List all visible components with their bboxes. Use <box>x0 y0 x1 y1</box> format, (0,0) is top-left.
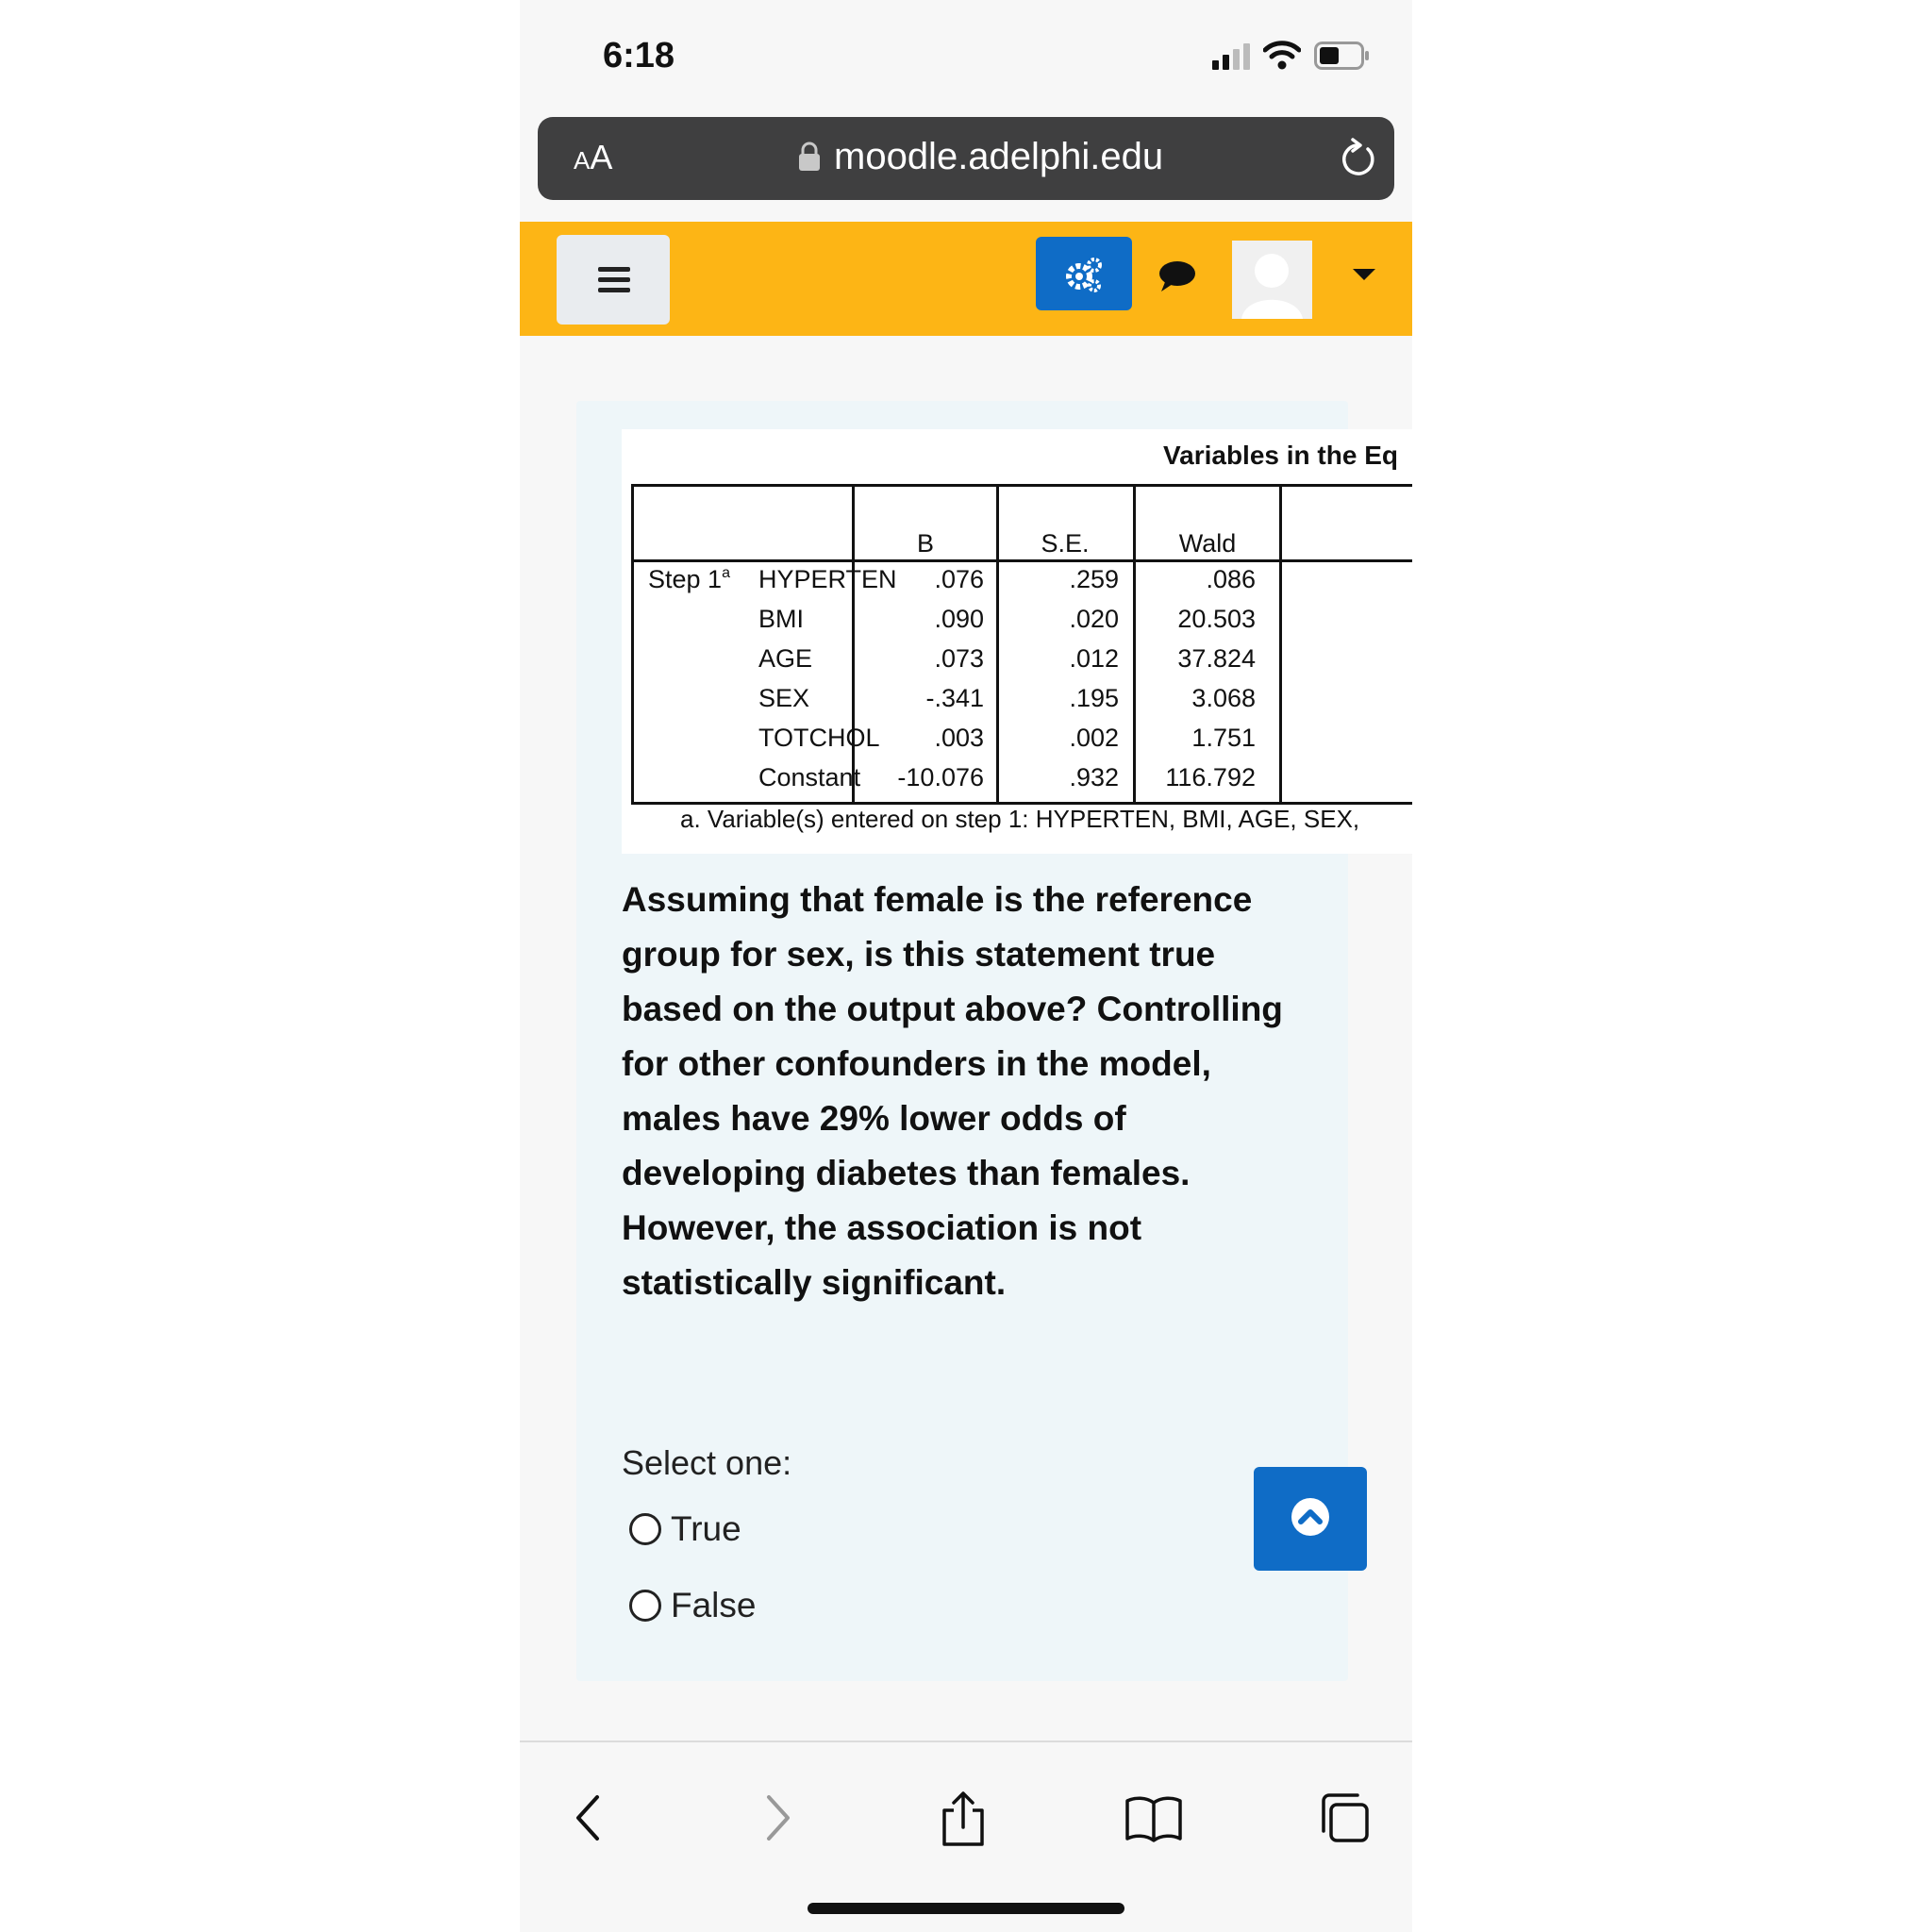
back-icon[interactable] <box>569 1790 607 1846</box>
header-se: S.E. <box>1041 529 1090 558</box>
option-label[interactable]: False <box>671 1586 757 1624</box>
chevron-up-circle-icon <box>1254 1467 1367 1571</box>
menu-button[interactable] <box>557 235 670 325</box>
var-name: TOTCHOL <box>758 724 880 752</box>
column-divider <box>996 484 999 802</box>
coef-wald: 20.503 <box>1177 605 1256 633</box>
coef-b: .090 <box>934 605 984 633</box>
tabs-icon[interactable] <box>1316 1790 1373 1846</box>
browser-toolbar <box>520 1740 1412 1932</box>
table-title: Variables in the Eq <box>1163 441 1398 470</box>
forward-icon[interactable] <box>759 1790 797 1846</box>
phone-screen <box>520 0 1412 1932</box>
header-divider <box>631 559 1412 562</box>
spss-output-table <box>622 429 1412 854</box>
header-b: B <box>916 529 934 558</box>
bookmarks-icon[interactable] <box>1124 1790 1184 1846</box>
coef-wald: 1.751 <box>1191 724 1256 752</box>
reload-icon[interactable] <box>1340 138 1377 179</box>
var-name: AGE <box>758 644 813 673</box>
address-bar[interactable] <box>538 117 1394 200</box>
var-name: BMI <box>758 605 805 633</box>
gears-icon <box>1036 237 1132 310</box>
step-label-text: Step 1 <box>648 565 723 593</box>
share-icon[interactable] <box>935 1790 991 1848</box>
menu-icon <box>598 267 630 272</box>
step-superscript: a <box>722 565 730 581</box>
var-name: Constant <box>758 763 861 791</box>
coef-se: .259 <box>1069 565 1119 593</box>
status-time: 6:18 <box>603 36 675 75</box>
column-divider <box>1279 484 1282 802</box>
coef-wald: 3.068 <box>1191 684 1256 712</box>
coef-se: .195 <box>1069 684 1119 712</box>
coef-wald: 37.824 <box>1177 644 1256 673</box>
column-divider <box>1133 484 1136 802</box>
wifi-icon <box>1263 40 1301 70</box>
var-name: HYPERTEN <box>758 565 897 593</box>
coef-se: .932 <box>1069 763 1119 791</box>
back-to-top-button[interactable] <box>1254 1467 1367 1571</box>
url-text[interactable]: moodle.adelphi.edu <box>834 136 1164 177</box>
avatar-icon <box>1232 241 1312 319</box>
moodle-navbar <box>520 222 1412 336</box>
radio-button[interactable] <box>629 1590 661 1622</box>
lock-icon <box>798 142 821 172</box>
option-label[interactable]: True <box>671 1509 741 1548</box>
column-divider <box>852 484 855 802</box>
status-bar <box>520 0 1412 113</box>
header-wald: Wald <box>1178 529 1237 558</box>
menu-icon-bar <box>598 277 630 282</box>
settings-button[interactable] <box>1036 237 1132 310</box>
coef-se: .020 <box>1069 605 1119 633</box>
coef-se: .002 <box>1069 724 1119 752</box>
coef-wald: 116.792 <box>1165 763 1256 791</box>
question-card <box>576 401 1398 1681</box>
question-text: Assuming that female is the reference group for sex, is this statement true based on the output above? Controlling for other confounders in the model, males have 29% lower odds of developing diabetes than females. However, the association is not statistically significant. <box>622 880 1283 1302</box>
coef-wald: .086 <box>1206 565 1256 593</box>
battery-icon <box>1314 42 1371 70</box>
table-footnote: a. Variable(s) entered on step 1: HYPERTEN, BMI, AGE, SEX, <box>680 805 1360 833</box>
coef-b: -10.076 <box>897 763 984 791</box>
coef-se: .012 <box>1069 644 1119 673</box>
select-one-label: Select one: <box>622 1443 792 1482</box>
chevron-down-icon[interactable] <box>1353 269 1375 282</box>
menu-icon-bar <box>598 288 630 292</box>
coef-b: -.341 <box>925 684 984 712</box>
home-indicator <box>808 1903 1124 1914</box>
step-label <box>648 565 730 594</box>
coef-b: .073 <box>934 644 984 673</box>
coef-b: .003 <box>934 724 984 752</box>
user-avatar[interactable] <box>1232 241 1312 319</box>
chat-icon[interactable] <box>1158 259 1197 293</box>
var-name: SEX <box>758 684 810 712</box>
radio-button[interactable] <box>629 1513 661 1545</box>
coef-b: .076 <box>934 565 984 593</box>
text-size-button[interactable]: AA <box>574 138 613 176</box>
cellular-signal-icon <box>1212 42 1254 70</box>
